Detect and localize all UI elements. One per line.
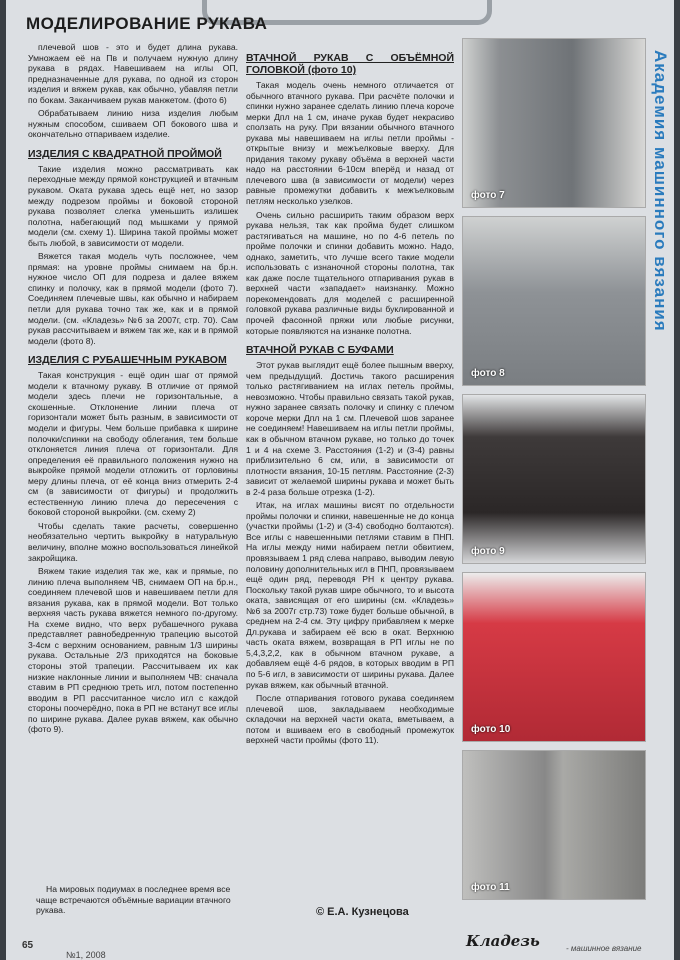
paragraph: Такая модель очень немного отличается от обычного втачного рукава. При расчёте полочки и спинки нужно заранее сделать линию плеча короче мерки Дпл на 1 см, иначе рукав будет некрасиво сползать на руку. При вязании обычного втачного рукава мы навешиваем на иглы петли проймы - открытые внизу и межъелковые вверху. Для придания такому рукаву объёма в верхней части надо на расстоянии 6-10см вперёд и назад от плечевого шва (в зависимости от модели) через равные промежутки добавить к межъелковым петлям несколько узелков. bbox=[246, 80, 454, 207]
paragraph: После отпаривания готового рукава соединяем плечевой шов, закладываем необходимые складочки на верхней части оката, вметываем, а потом и вшиваем его в свободный промежуток верхней части проймы (фото 11). bbox=[246, 693, 454, 746]
footnote: На мировых подиумах в последнее время все чаще встречаются объёмные вариации втачного рукава. bbox=[36, 884, 231, 915]
paragraph: Обрабатываем линию низа изделия любым нужным способом, сшиваем ОП бокового шва и окончательно отпариваем изделие. bbox=[28, 108, 238, 140]
paragraph: Такая конструкция - ещё один шаг от прямой модели к втачному рукаву. В отличие от прямой модели здесь плечи не горизонтальные, а скошенные. Отклонение линии плеча от горизонтали может быть разным, в зависимости от модели и фигуры. Чем больше прибавка к ширине полочки/спинки на свободу облегания, тем больше отклоняется линия плеча от горизонтали. Для определения её правильного положения нужно на выкройке прямой модели отложить от горловины меру длины плеча, от её конца вниз отмерить 2-4 см (в зависимости от фигуры) и продолжить естественную линию плеча до пересечения с боковой стороной выкройки. (см. схему 2) bbox=[28, 370, 238, 518]
photo-8 bbox=[462, 216, 646, 386]
paragraph: Итак, на иглах машины висят по отдельности проймы полочки и спинки, навешенные не до конца (участки проймы (1-2) и (3-4) свободно болтаются). Все иглы с навешенными петлями ставим в ПНП. На иглы между ними набираем петли обвитием, провязываем 1 ряд слева направо, выводим левую половину дополнительных игл в ПНП, провязываем ещё один ряд, переводя РН к центру рукава. Поскольку такой рукав шире обычного, то и высота оката, зависящая от его ширины (см. «Кладезь» №6 за 2007г стр.73) тоже будет больше обычной, в среднем на 2-4 см. Эту цифру прибавляем к мерке Дл.рукава и забираем её всю в окат. Верхнюю часть оката вяжем, возвращая в РП иглы не по 5,4,3,2,2, как в обычном втачном рукаве, а добавляем ещё 4-6 рядов, в которых вводим в РП по 5-6 игл, в зависимости от ширины рукава. Далее рукав вяжем, как обычный втачной. bbox=[246, 500, 454, 690]
left-column bbox=[28, 42, 238, 922]
paragraph: Очень сильно расширить таким образом верх рукава нельзя, так как пройма будет слишком растягиваться на машине, но по 4-6 петель по пройме полочки и спинки добавить можно. Надо, однако, заметить, что лучше всего такие модели использовать с изнаночной стороны полотна, так как даже после тщательного отпаривания рукав в верхней части «западает» наизнанку. Можно порекомендовать для моделей с расширенной головкой рукава различные виды буклированной и прочей фасонной пряжи или любые рисунки, которые появляются на изнанке полотна. bbox=[246, 209, 454, 336]
paragraph: плечевой шов - это и будет длина рукава. Умножаем её на Пв и получаем нужную длину рукава в рядах. Навешиваем на иглы ОП, предназначенные для рукава, по одной из сторон изделия и вяжем рукав, как обычно, убавляя петли по бокам. Заканчиваем рукав манжетом. (фото 6) bbox=[28, 42, 238, 105]
section-heading: ВТАЧНОЙ РУКАВ С БУФАМИ bbox=[246, 344, 394, 357]
photo-caption: фото 9 bbox=[471, 546, 505, 557]
middle-column bbox=[246, 52, 454, 922]
paragraph: Этот рукав выглядит ещё более пышным вверху, чем предыдущий. Достичь такого расширения только растягиванием на иглах петель проймы, невозможно. Чтобы правильно связать такой рукав, нужно заранее связать полочку и спинку с плечом короче мерки Дпл на 1 см. Плечевой шов заранее не соединяем! Навешиваем на иглы петли проймы, как в обычном втачном рукаве, но только до точек 1 и 4 на схеме 3. Расстояния (1-2) и (3-4) равны приблизительно 6 см, или, в зависимости от плотности вязания, 10-15 петлям. Расстояние (2-3) зависит от желаемой ширины рукава и может быть в 2-4 раза больше отрезка (1-2). bbox=[246, 360, 454, 497]
photo-caption: фото 10 bbox=[471, 724, 511, 735]
brand-subtitle: - машинное вязание bbox=[566, 944, 642, 953]
page-number: 65 bbox=[22, 940, 34, 951]
section-heading: ВТАЧНОЙ РУКАВ С ОБЪЁМНОЙ ГОЛОВКОЙ (фото 10) bbox=[246, 52, 454, 76]
paragraph: Чтобы сделать такие расчеты, совершенно необязательно чертить выкройку в натуральную величину, вполне можно воспользоваться линейкой закройщика. bbox=[28, 520, 238, 563]
paragraph: Такие изделия можно рассматривать как переходные между прямой конструкцией и втачным рукавом. Оката рукава здесь ещё нет, но зазор между подрезом проймы и боковой стороной рукава позволяет слегка уменьшить излишек полотна, набегающий под мышками у прямой модели (см. схему 1). Ширина такой проймы может быть любой, в зависимости от модели. bbox=[28, 163, 238, 248]
photo-caption: фото 8 bbox=[471, 368, 505, 379]
section-heading: ИЗДЕЛИЯ С РУБАШЕЧНЫМ РУКАВОМ bbox=[28, 354, 227, 367]
page-title: МОДЕЛИРОВАНИЕ РУКАВА bbox=[26, 14, 268, 33]
photo-caption: фото 11 bbox=[471, 882, 510, 893]
photo-10 bbox=[462, 572, 646, 742]
section-heading: ИЗДЕЛИЯ С КВАДРАТНОЙ ПРОЙМОЙ bbox=[28, 147, 222, 160]
paragraph: Вяжем такие изделия так же, как и прямые, по линию плеча выполняем ЧВ, снимаем ОП на бр.н., соединяем плечевой шов и навешиваем петли для вязания рукава, как в прямой модели. Вот только верхняя часть рукава вяжется немного по-другому. На схеме видно, что верх рубашечного рукава представляет равнобедренную трапецию высотой 3-4см с верхним основанием, равным 1/3 ширины рукава. Остальные 2/3 приходятся на боковые стороны этой трапеции. Рассчитываем их как низкие наклонные линии и выполняем ЧВ: сначала ставим в РП среднюю треть игл, потом постепенно вводим в РП рассчитанное число игл с каждой стороны поочерёдно, пока в РП не встанут все иглы по ширине рукава. Далее рукав вяжем, как обычно (фото 9). bbox=[28, 566, 238, 735]
photo-7 bbox=[462, 38, 646, 208]
photo-9 bbox=[462, 394, 646, 564]
photo-caption: фото 7 bbox=[471, 190, 505, 201]
photo-column bbox=[462, 38, 646, 908]
brand-logo: Кладезь bbox=[466, 932, 540, 950]
author-credit: © Е.А. Кузнецова bbox=[316, 906, 409, 918]
paragraph: Вяжется такая модель чуть посложнее, чем прямая: на уровне проймы снимаем на бр.н. нужное число ОП для подреза и далее вяжем спинку и полочку, как в прямой модели (фото 7). Соединяем плечевые швы, как обычно и набираем петли для рукава точно так же, как и в прямой модели. (см. «Кладезь» №6 за 2007г, стр. 70). Сам рукав рассчитываем и вяжем так же, как и в прямой модели (фото 8). bbox=[28, 251, 238, 346]
side-banner: Академия машинного вязания bbox=[651, 50, 670, 332]
magazine-page bbox=[6, 0, 674, 960]
issue-number: №1, 2008 bbox=[66, 950, 106, 960]
photo-11 bbox=[462, 750, 646, 900]
